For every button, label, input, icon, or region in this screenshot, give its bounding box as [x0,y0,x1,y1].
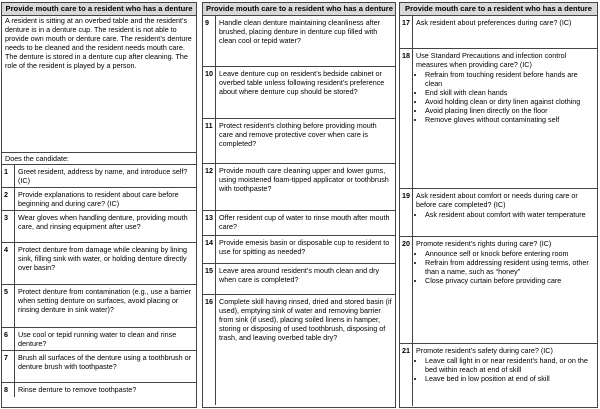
bullet-item: • Avoid holding clean or dirty linen against clothing [425,97,594,106]
bullet-list [416,210,594,219]
step-text: Handle clean denture maintaining cleanliness after brushed, placing denture in denture cup filled with clean cool or tepid water? [219,18,381,45]
step-row [203,264,395,295]
step-number: 3 [2,211,15,242]
step-text: Provide mouth care cleaning upper and lower gums, using moistened foam-tipped applicator or toothbrush with toothpaste? [219,166,389,193]
step-row [203,16,395,67]
step-text: Rinse denture to remove toothpaste? [18,385,137,394]
column-title: Provide mouth care to a resident who has a denture [203,3,395,16]
step-content [413,49,597,188]
bullet-item: • Remove gloves without contaminating self [425,115,594,124]
step-text: Provide emesis basin or disposable cup to resident to use for spitting as needed? [219,238,390,256]
step-text: Offer resident cup of water to rinse mouth after mouth care? [219,213,390,231]
step-number: 21 [400,344,413,406]
step-number: 18 [400,49,413,188]
step-text: Promote resident’s rights during care? (IC) [416,239,552,248]
step-number: 17 [400,16,413,48]
step-text: Wear gloves when handling denture, providing mouth care, and rinsing equipment after use? [18,213,188,231]
step-row [400,49,597,189]
step-text: Leave area around resident’s mouth clean and dry when care is completed? [219,266,380,284]
step-number: 20 [400,237,413,343]
step-number: 13 [203,211,216,235]
step-text: Greet resident, address by name, and introduce self? (IC) [18,167,188,185]
step-row [2,328,196,351]
step-row [203,236,395,264]
step-row [400,16,597,49]
step-number: 16 [203,295,216,405]
step-content [413,237,597,343]
step-text: Leave denture cup on resident’s bedside cabinet or overbed table unless following resident’s preference about where denture cup should be stored? [219,69,385,96]
bullet-item: • End skill with clean hands [425,88,594,97]
step-row [2,351,196,383]
step-row [203,295,395,405]
step-row [2,211,196,243]
step-number: 15 [203,264,216,294]
column-1 [1,2,197,408]
step-row [2,165,196,188]
bullet-list [416,249,594,285]
bullet-list [416,70,594,124]
step-text: Brush all surfaces of the denture using a toothbrush or denture brush with toothpaste? [18,353,192,371]
scenario-text: A resident is sitting at an overbed table and the resident’s denture is in a denture cup. The resident is not able to provide own mouth or denture care. The resident’s denture needs to be cleaned and the resident needs mouth care. The denture is stored in a denture cup after cleaning. The role of the resident is played by a person. [2,16,196,153]
step-content [413,189,597,236]
step-number: 19 [400,189,413,236]
step-text: Ask resident about comfort or needs during care or before care completed? (IC) [416,191,578,209]
step-text: Use Standard Precautions and infection control measures when providing care? (IC) [416,51,567,69]
step-row [2,188,196,211]
step-text: Provide explanations to resident about care before beginning and during care? (IC) [18,190,179,208]
step-text: Ask resident about preferences during care? (IC) [416,18,572,27]
step-text: Protect denture from damage while cleaning by lining sink, filling sink with water, or holding denture directly over basin? [18,245,188,272]
step-text: Promote resident’s safety during care? (IC) [416,346,553,355]
column-title: Provide mouth care to a resident who has a denture [400,3,597,16]
step-number: 6 [2,328,15,350]
column-title: Provide mouth care to a resident who has a denture [2,3,196,16]
step-row [400,237,597,344]
step-row [2,285,196,328]
step-row [203,164,395,211]
bullet-item: • Leave bed in low position at end of skill [425,374,594,383]
bullet-item: • Close privacy curtain before providing care [425,276,594,285]
step-number: 12 [203,164,216,210]
bullet-list [416,356,594,383]
step-number: 8 [2,383,15,397]
step-row [203,67,395,119]
step-content [413,344,597,406]
step-number: 14 [203,236,216,263]
step-row [2,383,196,397]
step-number: 4 [2,243,15,284]
step-number: 5 [2,285,15,327]
step-text: Use cool or tepid running water to clean and rinse denture? [18,330,177,348]
step-text: Protect resident’s clothing before providing mouth care and remove protective cover when care is completed? [219,121,377,148]
step-row [400,344,597,406]
candidate-label: Does the candidate: [2,153,196,165]
column-3 [399,2,598,408]
step-number: 11 [203,119,216,163]
step-row [2,243,196,285]
bullet-item: • Announce self or knock before entering room [425,249,594,258]
bullet-item: • Avoid placing linen directly on the floor [425,106,594,115]
step-row [203,211,395,236]
step-number: 7 [2,351,15,382]
bullet-item: • Leave call light in or near resident’s hand, or on the bed within reach at end of skill [425,356,594,374]
step-number: 2 [2,188,15,210]
bullet-item: • Refrain from addressing resident using terms, other than a name, such as “honey” [425,258,594,276]
step-row [203,119,395,164]
bullet-item: • Ask resident about comfort with water temperature [425,210,594,219]
step-text: Complete skill having rinsed, dried and stored basin (if used), emptying sink of water and removing barrier from sink (if used), placing soiled linens in hamper, storing or disposing of used toothbrush, disposing of trash, and leaving overbed table dry? [219,297,392,342]
step-number: 10 [203,67,216,118]
column-2 [202,2,396,408]
step-number: 1 [2,165,15,187]
step-row [400,189,597,237]
step-number: 9 [203,16,216,66]
step-text: Protect denture from contamination (e.g., use a barrier when setting denture on surfaces, avoid placing or rinsing denture in sink water)? [18,287,191,314]
bullet-item: • Refrain from touching resident before hands are clean [425,70,594,88]
